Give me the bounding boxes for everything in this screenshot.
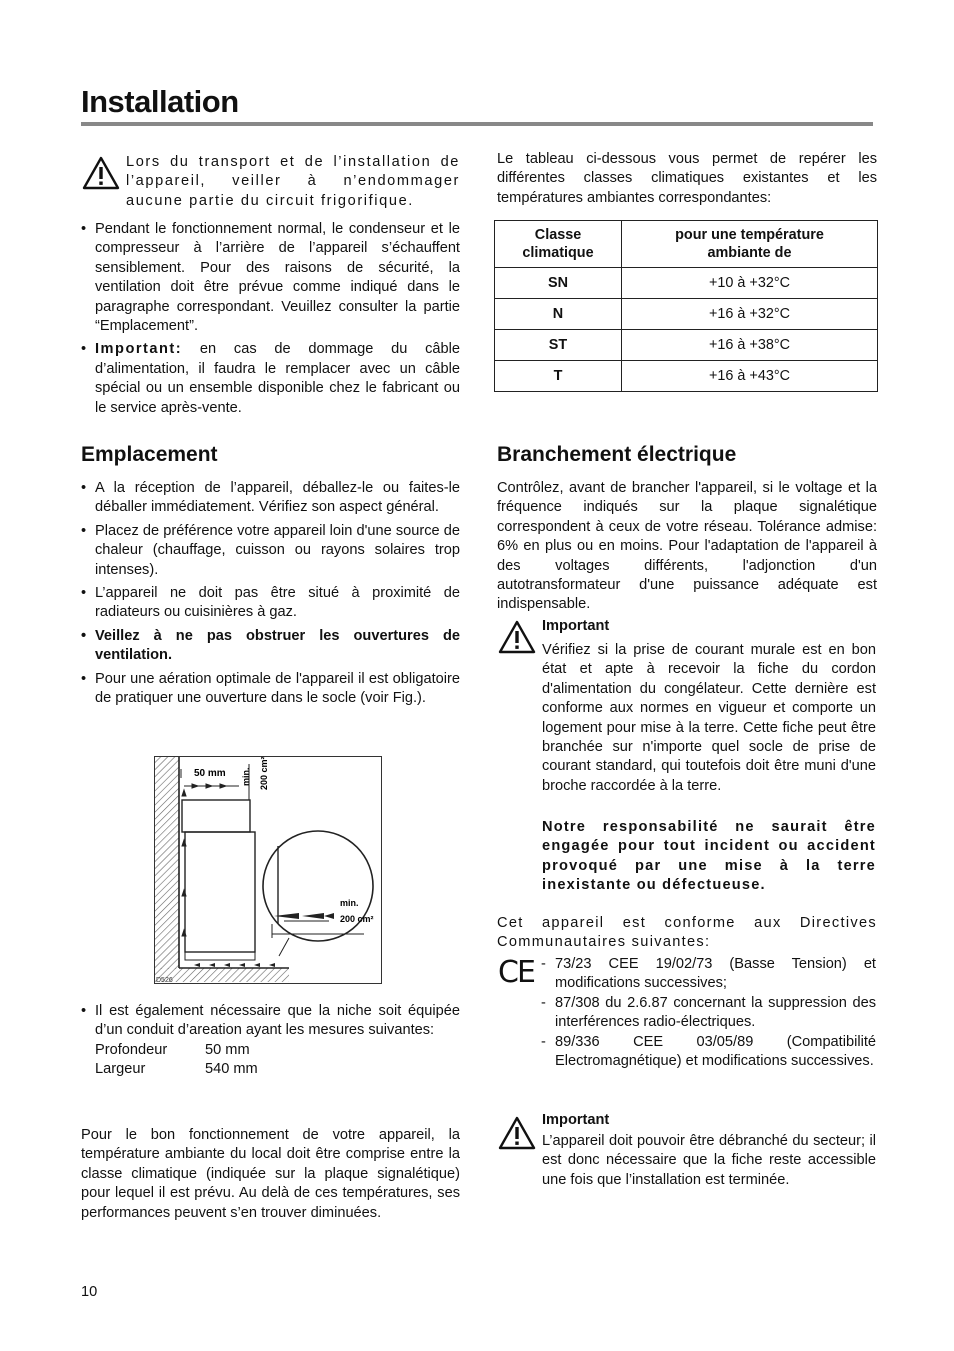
figure-label-min: min. (241, 767, 251, 786)
important-heading: Important (542, 618, 610, 634)
header-temp-text: pour une température ambiante de (675, 227, 824, 261)
climate-table (494, 220, 878, 392)
list-item: • L’appareil ne doit pas être situé à proximité de radiateurs ou cuisinières à gaz. (81, 584, 460, 623)
list-item: • A la réception de l’appareil, déballez-le ou faites-le déballer immédiatement. Vérifiez son aspect général. (81, 479, 460, 518)
dim-value: 50 mm (205, 1041, 250, 1058)
important-text: Vérifiez si la prise de courant murale est en bon état et apte à recevoir la fiche du cordon d'alimentation du congélateur. Cette dernière est conforme aux normes en vigueur et comporte un logement pour mise à la terre. Cette fiche peut être branchée sur n'importe quel socle de prise de courant standard, qui toutefois doit être muni d'une broche raccordée à la terre. (542, 642, 876, 794)
transport-warning-text: Lors du transport et de l’installation de l’appareil, veiller à n’endommager aucune partie du circuit frigorifique. (126, 154, 460, 209)
table-row (495, 361, 878, 392)
ventilation-figure (154, 756, 382, 984)
important-text: en cas de dommage du câble d’alimentation, il faudra le remplacer avec un câble spécial ou un ensemble disponible chez le fabricant ou le service après-vente. (95, 341, 460, 416)
class-cell: N (495, 299, 622, 330)
class-cell: T (495, 361, 622, 392)
intro-bullets (81, 220, 460, 422)
temp-cell: +10 à +32°C (622, 268, 878, 299)
header-class (495, 221, 622, 268)
list-item: • Pour une aération optimale de l'appareil il est obligatoire de pratiquer une ouverture dans le socle (voir Fig.). (81, 670, 460, 709)
temp-cell: +16 à +32°C (622, 299, 878, 330)
figure-label-min2: min. (340, 898, 359, 908)
niche-bullet (81, 1002, 460, 1084)
climate-intro: Le tableau ci-dessous vous permet de repérer les différentes classes climatiques existantes et les températures ambiantes correspondantes: (497, 151, 877, 206)
list-item (81, 1002, 460, 1080)
list-item: - 73/23 CEE 19/02/73 (Basse Tension) et modifications successives; (541, 955, 876, 994)
warning-icon (498, 620, 536, 654)
header-class-text: Classe climatique (522, 227, 594, 261)
header-temp (622, 221, 878, 268)
branchement-heading: Branchement électrique (497, 443, 737, 466)
dim-row (95, 1060, 460, 1079)
figure-code: D526 (156, 977, 173, 984)
title-rule (81, 122, 873, 126)
important2-heading: Important (542, 1112, 610, 1128)
temp-cell: +16 à +38°C (622, 330, 878, 361)
page-title: Installation (81, 84, 239, 119)
list-item: • Pendant le fonctionnement normal, le condenseur et le compresseur à l’arrière de l’appareil s’échauffent sensiblement. Pour des raisons de sécurité, la ventilation doit être prévue comme indiqué dans le paragraphe correspondant. Veuillez consulter la partie “Emplacement”. (81, 220, 460, 336)
temp-cell: +16 à +43°C (622, 361, 878, 392)
dim-label: Profondeur (95, 1041, 168, 1058)
table-row (495, 268, 878, 299)
figure-label-50mm: 50 mm (194, 768, 226, 779)
ce-mark-icon: CE (498, 955, 534, 990)
responsibility-text: Notre responsabilité ne saurait être engagée pour tout incident ou accident provoqué par une mise à la terre inexistante ou défectueuse. (542, 819, 876, 894)
table-row (495, 330, 878, 361)
dim-label: Largeur (95, 1061, 146, 1078)
important-label: Important: (95, 341, 183, 358)
class-cell: ST (495, 330, 622, 361)
figure-label-200cm2: 200 cm² (340, 914, 374, 924)
directives-intro: Cet appareil est conforme aux Directives Communautaires suivantes: (497, 915, 877, 951)
emplacement-heading: Emplacement (81, 443, 218, 466)
list-item: • Veillez à ne pas obstruer les ouvertures de ventilation. (81, 627, 460, 666)
temperature-paragraph: Pour le bon fonctionnement de votre appareil, la température ambiante du local doit être comprise entre la classe climatique (indiquée sur la plaque signalétique) pour lequel il est prévu. Au delà de ces températures, ses performances peuvent s’en trouver diminuées. (81, 1127, 460, 1221)
emplacement-bullets (81, 479, 460, 712)
list-item (81, 340, 460, 418)
directives-list (541, 955, 876, 1071)
table-row (495, 299, 878, 330)
branchement-paragraph: Contrôlez, avant de brancher l'appareil, si le voltage et la fréquence indiqués sur la plaque signalétique correspondent à ceux de votre réseau. Tolérance admise: 6% en plus ou en moins. Pour l'adaptation de l'appareil à des voltages différents, l'adjonction d'un autotransformateur d'une puissance adéquate est indispensable. (497, 480, 877, 613)
figure-label-200cm: 200 cm² (259, 756, 269, 790)
class-cell: SN (495, 268, 622, 299)
table-header-row (495, 221, 878, 268)
list-item: - 87/308 du 2.6.87 concernant la suppression des interférences radio-électriques. (541, 994, 876, 1033)
warning-icon (498, 1116, 536, 1150)
niche-text: • Il est également nécessaire que la niche soit équipée d’un conduit d’areation ayant les mesures suivantes: (95, 1003, 460, 1039)
list-item: - 89/336 CEE 03/05/89 (Compatibilité Electromagnétique) et modifications successives. (541, 1033, 876, 1072)
warning-icon (82, 156, 120, 190)
list-item: • Placez de préférence votre appareil loin d'une source de chaleur (chauffage, cuisson ou rayons solaires trop intenses). (81, 522, 460, 580)
page-number: 10 (81, 1284, 98, 1300)
important2-text: L’appareil doit pouvoir être débranché du secteur; il est donc nécessaire que la fiche reste accessible une fois que l’installation est terminée. (542, 1133, 876, 1188)
dim-value: 540 mm (205, 1061, 258, 1078)
dim-row (95, 1041, 460, 1060)
